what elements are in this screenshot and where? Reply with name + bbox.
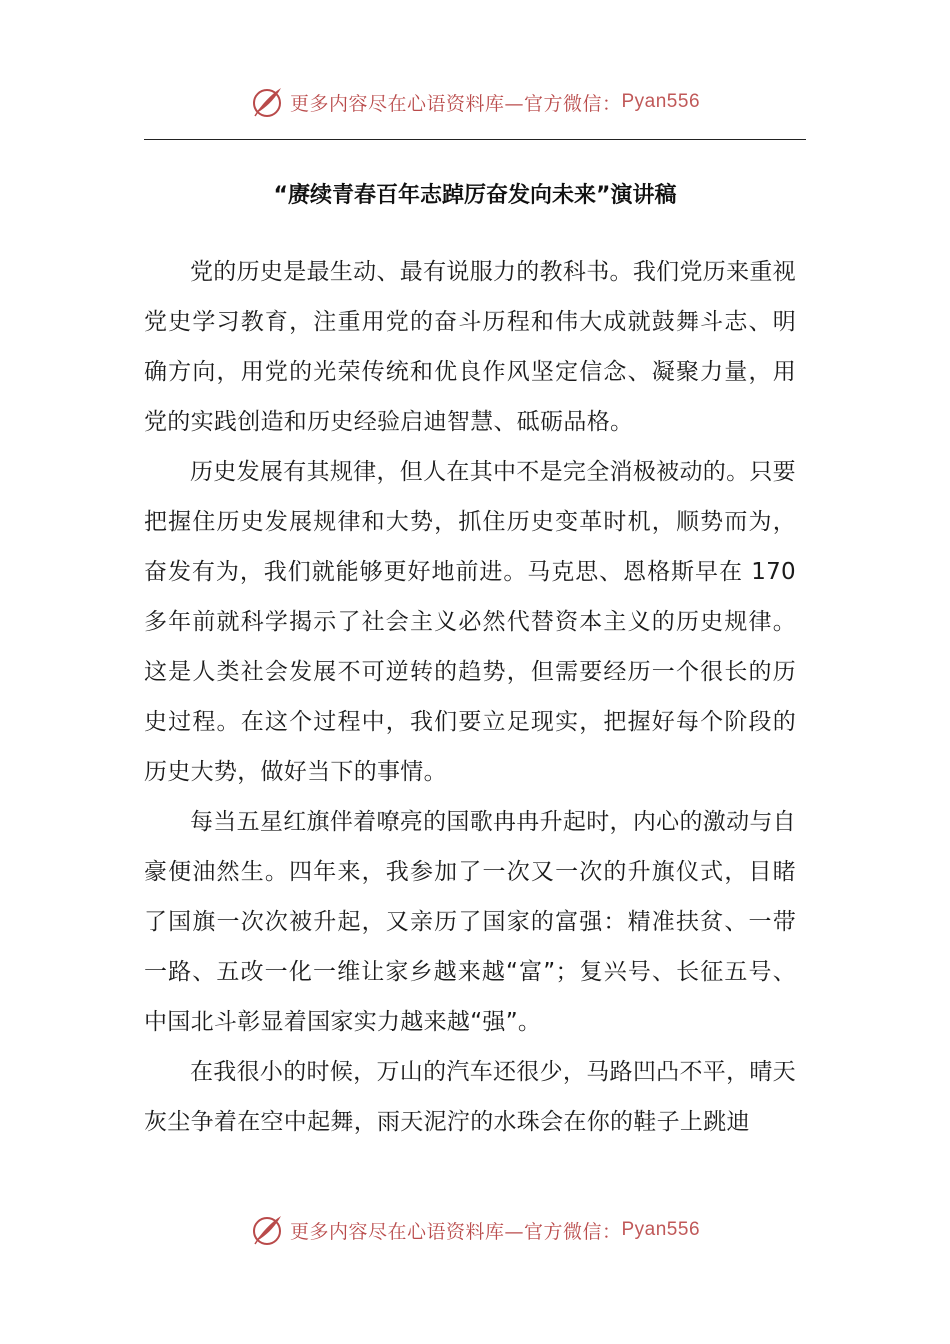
paragraph-1: 党的历史是最生动、最有说服力的教科书。我们党历来重视党史学习教育，注重用党的奋斗历程和伟大成就鼓舞斗志、明确方向，用党的光荣传统和优良作风坚定信念、凝聚力量，用党的实践创造和历史经验启迪智慧、砥砺品格。 [144,259,796,435]
header-wechat-id: Pyan556 [621,91,701,112]
paragraph-3: 每当五星红旗伴着嘹亮的国歌冉冉升起时，内心的激动与自豪便油然生。四年来，我参加了一次又一次的升旗仪式，目睹了国旗一次次被升起，又亲历了国家的富强：精准扶贫、一带一路、五改一化一维让家乡越来越“富”；复兴号、长征五号、中国北斗彰显着国家实力越来越“强”。 [144,809,796,1035]
header-banner [0,80,950,124]
header-banner-text: 更多内容尽在心语资料库—官方微信： [289,92,622,115]
paragraph-4: 在我很小的时候，万山的汽车还很少，马路凹凸不平，晴天灰尘争着在空中起舞，雨天泥泞的水珠会在你的鞋子上跳迪 [144,1059,796,1135]
footer-banner-text: 更多内容尽在心语资料库—官方微信： [289,1220,622,1243]
footer-banner [0,1208,950,1252]
footer-wechat-id: Pyan556 [621,1219,701,1240]
header-divider [144,139,806,140]
paragraph-2: 历史发展有其规律，但人在其中不是完全消极被动的。只要把握住历史发展规律和大势，抓住历史变革时机，顺势而为，奋发有为，我们就能够更好地前进。马克思、恩格斯早在 170 多年前就科学揭示了社会主义必然代替资本主义的历史规律。这是人类社会发展不可逆转的趋势，但需要经历一个很长的历史过程。在这个过程中，我们要立足现实，把握好每个阶段的历史大势，做好当下的事情。 [144,459,796,785]
document-title: “赓续青春百年志踔厉奋发向未来”演讲稿 [273,183,677,208]
quill-pen-logo-icon [250,1213,284,1247]
quill-pen-logo-icon [250,85,284,119]
document-body [144,247,796,1147]
